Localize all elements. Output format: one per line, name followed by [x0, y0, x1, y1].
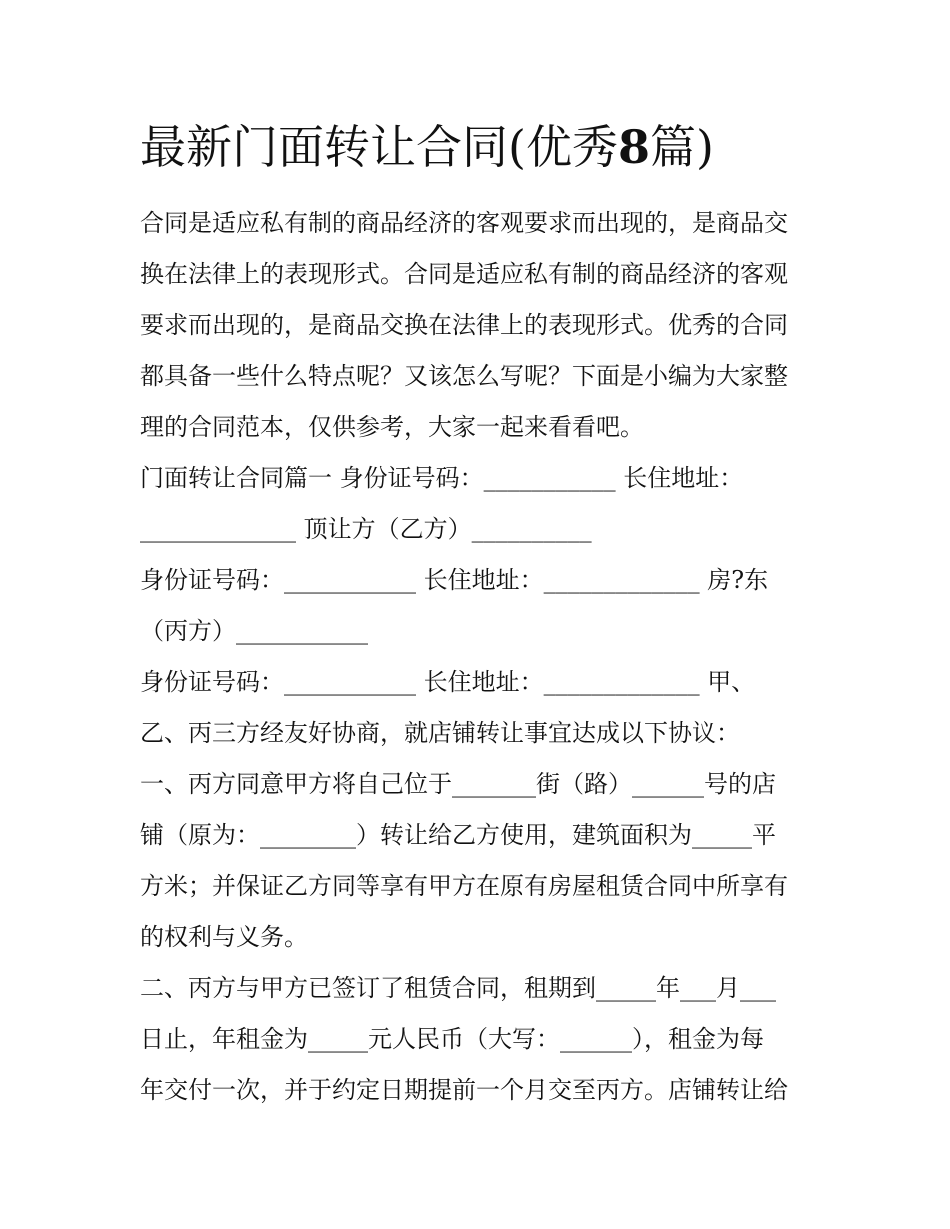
body-line: 身份证号码：___________ 长住地址：_____________ 甲、	[140, 668, 756, 696]
body-line: 乙、丙三方经友好协商，就店铺转让事宜达成以下协议：	[140, 719, 740, 747]
title-end: 篇)	[649, 120, 714, 174]
body-line: 的权利与义务。	[140, 923, 308, 951]
body-line: 日止，年租金为_____元人民币（大写：______），租金为每	[140, 1025, 764, 1053]
body-line: 换在法律上的表现形式。合同是适应私有制的商品经济的客观	[140, 260, 788, 288]
body-line: 理的合同范本，仅供参考，大家一起来看看吧。	[140, 413, 644, 441]
title-text: 最新门面转让合同(优秀	[140, 120, 618, 174]
body-line: 要求而出现的，是商品交换在法律上的表现形式。优秀的合同	[140, 311, 788, 339]
body-line: 年交付一次，并于约定日期提前一个月交至丙方。店铺转让给	[140, 1076, 788, 1104]
body-line: _____________ 顶让方（乙方）__________	[140, 515, 592, 543]
body-line: （丙方）___________	[140, 617, 368, 645]
body-line: 一、丙方同意甲方将自己位于_______街（路）______号的店	[140, 770, 776, 798]
body-line: 门面转让合同篇一 身份证号码：___________ 长住地址：	[140, 464, 744, 492]
title-number: 8	[617, 120, 650, 174]
document-title	[140, 112, 840, 182]
body-line: 铺（原为：________）转让给乙方使用，建筑面积为_____平	[140, 821, 776, 849]
body-line: 身份证号码：___________ 长住地址：_____________ 房?东	[140, 566, 769, 594]
body-line: 方米；并保证乙方同等享有甲方在原有房屋租赁合同中所享有	[140, 872, 788, 900]
document-body	[140, 198, 812, 1116]
body-line: 合同是适应私有制的商品经济的客观要求而出现的，是商品交	[140, 209, 788, 237]
body-line: 二、丙方与甲方已签订了租赁合同，租期到_____年___月___	[140, 974, 776, 1002]
body-line: 都具备一些什么特点呢？又该怎么写呢？下面是小编为大家整	[140, 362, 788, 390]
